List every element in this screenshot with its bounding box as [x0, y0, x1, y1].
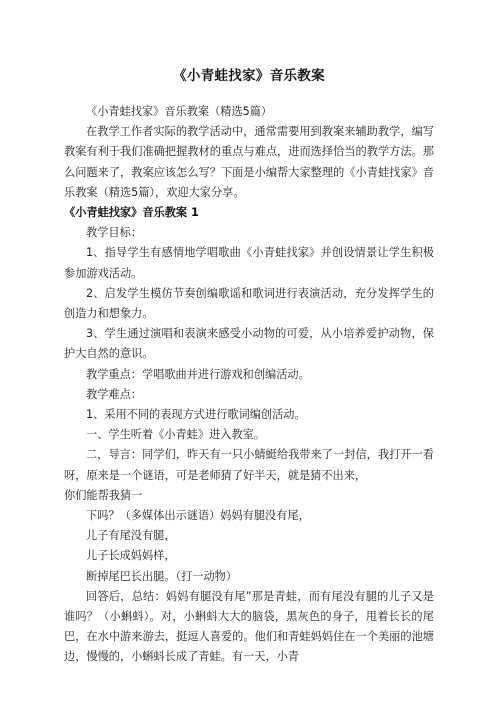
goal-item-2: 2、启发学生模仿节奏创编歌谣和歌词进行表演活动，充分发挥学生的创造力和想象力。	[64, 286, 434, 321]
section-heading: 《小青蛙找家》音乐教案 1	[64, 206, 199, 220]
key-point: 教学重点：学唱歌曲并进行游戏和创编活动。	[86, 367, 310, 381]
step-2: 二，导言：同学们，昨天有一只小蜻蜓给我带来了一封信，我打开一看呀，原来是一个谜语，可是老师猜了好半天，就是猜不出来，	[64, 448, 434, 482]
goal-item-3: 3、学生通过演唱和表演来感受小动物的可爱，从小培养爱护动物，保护大自然的意识。	[64, 327, 434, 361]
answer-paragraph: 回答后，总结：妈妈有腿没有尾”那是青蛙，而有尾没有腿的儿子又是谁吗？（小蝌蚪）。对，小蝌蚪大大的脑袋，黑灰色的身子，甩着长长的尾巴，在水中游来游去，挺逗人喜爱的。他们和青蛙妈妈住在一个美丽的池塘边，慢慢的，小蝌蚪长成了青蛙。有一天，小青	[64, 589, 434, 664]
intro-paragraph: 在教学工作者实际的教学活动中，通常需要用到教案来辅助教学，编写教案有利于我们准确把握教材的重点与难点，进而选择恰当的教学方法。那么问题来了，教案应该怎么写？下面是小编帮大家整理的《小青蛙找家》音乐教案（精选5篇），欢迎大家分享。	[64, 125, 434, 199]
document-title: 《小青蛙找家》音乐教案	[173, 68, 325, 84]
goal-item-1: 1、指导学生有感情地学唱歌曲《小青蛙找家》并创设情景让学生积极参加游戏活动。	[64, 246, 434, 280]
difficulty-item-1: 1、采用不同的表现方式进行歌词编创活动。	[86, 408, 306, 422]
riddle-line-3: 断掉尾巴长出腿。（打一动物）	[86, 569, 238, 583]
difficulty-label: 教学难点：	[86, 387, 142, 401]
riddle-line-1: 儿子有尾没有腿，	[86, 529, 176, 543]
goal-label: 教学目标：	[86, 226, 142, 240]
step-2-continued: 你们能帮我猜一	[64, 488, 143, 502]
riddle-line-2: 儿子长成妈妈样，	[86, 549, 176, 563]
riddle-prompt: 下吗？（多媒体出示谜语）妈妈有腿没有尾，	[86, 509, 310, 523]
step-1: 一、学生听着《小青蛙》进入教室。	[86, 428, 266, 442]
intro-line: 《小青蛙找家》音乐教案（精选5篇）	[86, 105, 273, 118]
